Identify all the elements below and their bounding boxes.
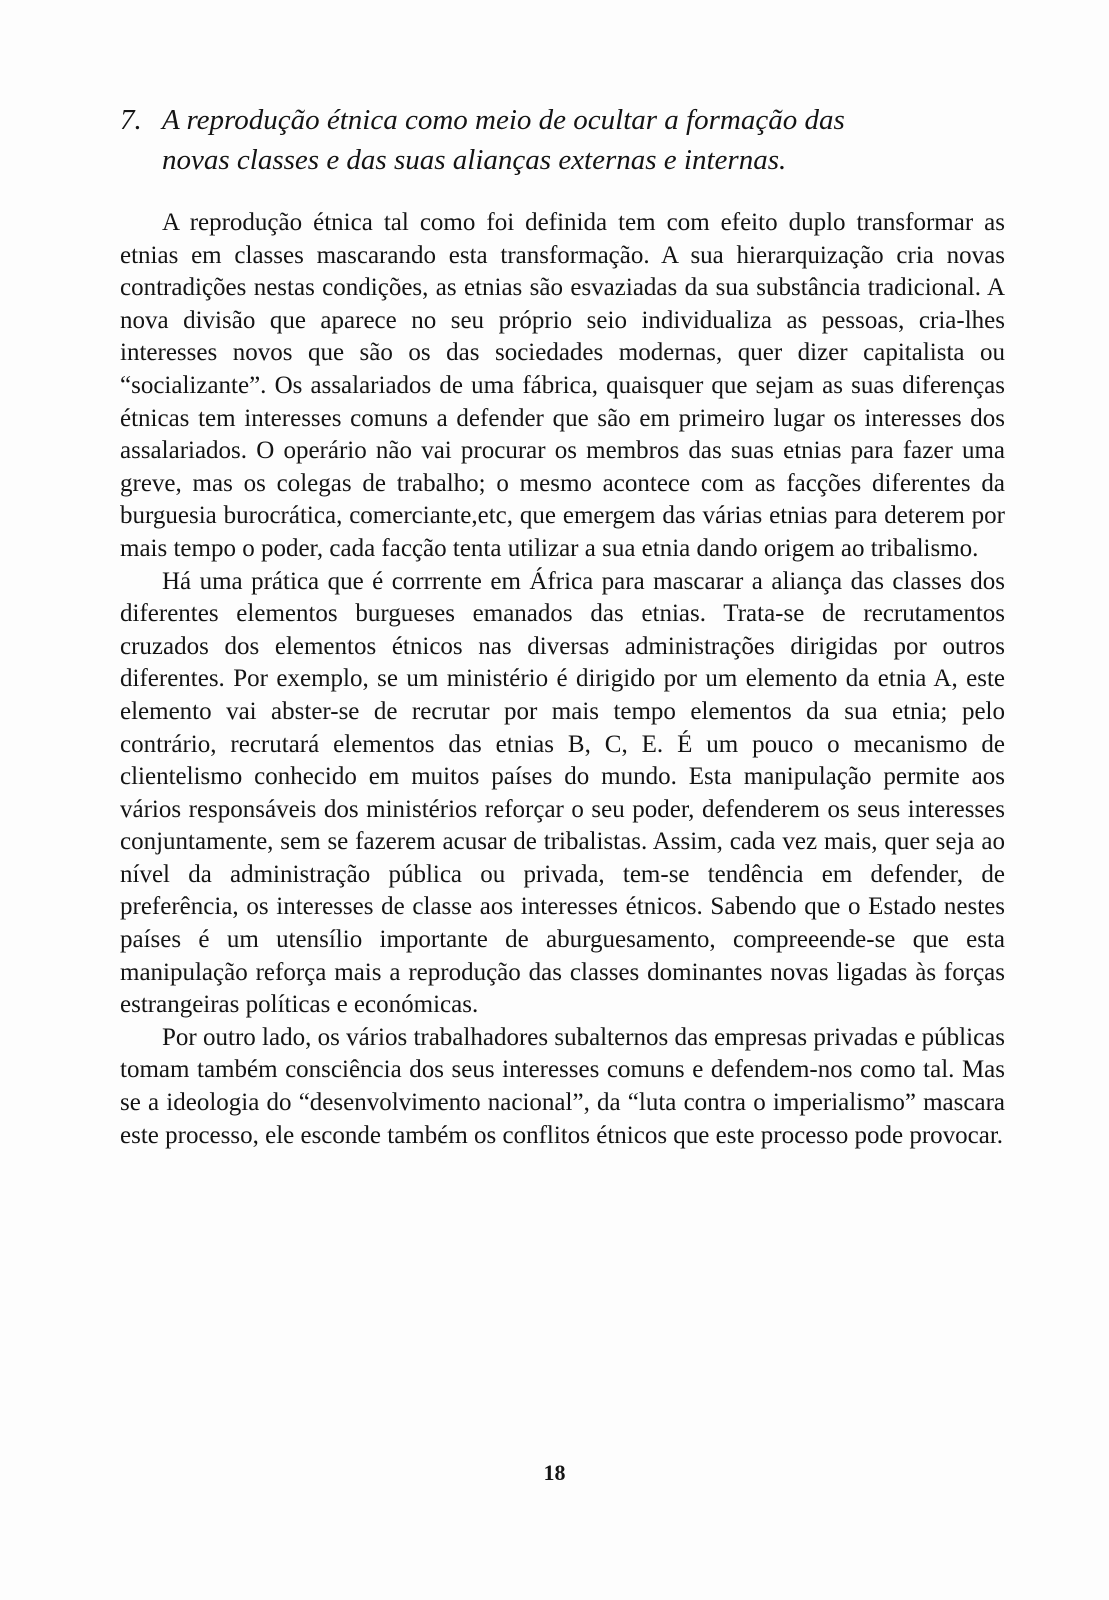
paragraph: Por outro lado, os vários trabalhadores subalternos das empresas privadas e públicas tomam também consciência dos seus interesses comuns e defendem-nos como tal. Mas se a ideologia do “desenvolvimento nacional”, da “luta contra o imperialismo” mascara este processo, ele esconde também os conflitos étnicos que este processo pode provocar.	[120, 1023, 1005, 1149]
section-number: 7.	[120, 104, 142, 136]
section-heading	[120, 100, 1005, 180]
paragraph: A reprodução étnica tal como foi definida tem com efeito duplo transformar as etnias em classes mascarando esta transformação. A sua hierarquização cria novas contradições nestas condições, as etnias são esvaziadas da sua substância tradicional. A nova divisão que aparece no seu próprio seio individualiza as pessoas, cria-lhes interesses novos que são os das sociedades modernas, quer dizer capitalista ou “socializante”. Os assalariados de uma fábrica, quaisquer que sejam as suas diferenças étnicas tem interesses comuns a defender que são em primeiro lugar os interesses dos assalariados. O operário não vai procurar os membros das suas etnias para fazer uma greve, mas os colegas de trabalho; o mesmo acontece com as facções diferentes da burguesia burocrática, comerciante,etc, que emergem das várias etnias para deterem por mais tempo o poder, cada facção tenta utilizar a sua etnia dando origem ao tribalismo.	[120, 209, 1005, 562]
paragraph: Há uma prática que é corrrente em África para mascarar a aliança das classes dos diferentes elementos burgueses emanados das etnias. Trata-se de recrutamentos cruzados dos elementos étnicos nas diversas administrações dirigidas por outros diferentes. Por exemplo, se um ministério é dirigido por um elemento da etnia A, este elemento vai abster-se de recrutar por mais tempo elementos da sua etnia; pelo contrário, recrutará elementos das etnias B, C, E. É um pouco o mecanismo de clientelismo conhecido em muitos países do mundo. Esta manipulação permite aos vários responsáveis dos ministérios reforçar o seu poder, defenderem os seus interesses conjuntamente, sem se fazerem acusar de tribalistas. Assim, cada vez mais, quer seja ao nível da administração pública ou privada, tem-se tendência em defender, de preferência, os interesses de classe aos interesses étnicos. Sabendo que o Estado nestes países é um utensílio importante de aburguesamento, compreeende-se que esta manipulação reforça mais a reprodução das classes dominantes novas ligadas às forças estrangeiras políticas e económicas.	[120, 567, 1005, 1019]
body-text	[120, 207, 1005, 1152]
section-title-line-1: A reprodução étnica como meio de ocultar a formação das	[162, 104, 845, 136]
page-number: 18	[543, 1460, 566, 1485]
section-title-line-2: novas classes e das suas alianças externas e internas.	[162, 144, 787, 176]
